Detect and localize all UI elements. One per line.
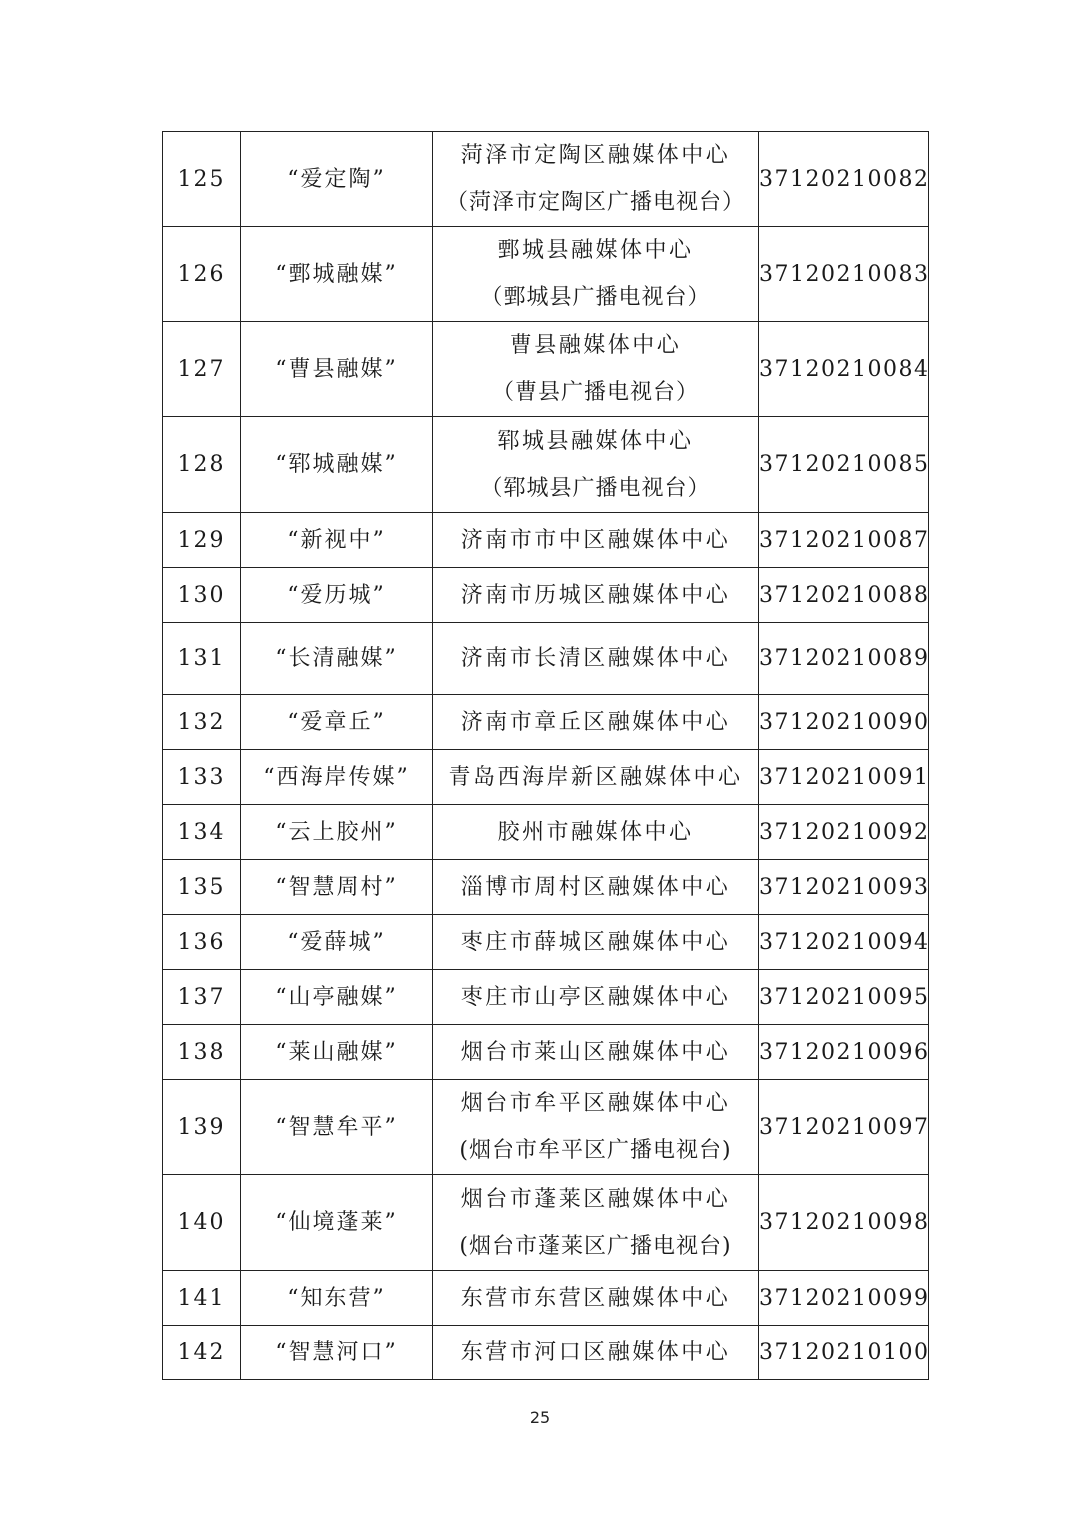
organization-name: 枣庄市山亭区融媒体中心 [460, 984, 731, 1010]
organization-name: 烟台市牟平区融媒体中心 [460, 1091, 731, 1116]
row-number-cell: 142 [163, 1326, 241, 1380]
table-row [163, 513, 929, 568]
organization-alias: （菏泽市定陶区广播电视台） [445, 190, 745, 215]
organization-cell [433, 227, 759, 322]
organization-name: 青岛西海岸新区融媒体中心 [448, 764, 743, 790]
registration-code-cell: 37120210095 [759, 970, 929, 1025]
organization-name: 胶州市融媒体中心 [497, 819, 694, 845]
app-name-cell: “爱章丘” [241, 695, 433, 750]
app-name-cell: “爱定陶” [241, 132, 433, 227]
row-number-cell: 139 [163, 1080, 241, 1175]
organization-alias: （鄄城县广播电视台） [480, 285, 711, 310]
organization-cell [433, 1025, 759, 1080]
organization-cell [433, 417, 759, 513]
registration-code-cell: 37120210085 [759, 417, 929, 513]
table-row [163, 805, 929, 860]
app-name-cell: “莱山融媒” [241, 1025, 433, 1080]
app-name-cell: “西海岸传媒” [241, 750, 433, 805]
organization-name: 曹县融媒体中心 [509, 333, 682, 358]
registration-code-cell: 37120210088 [759, 568, 929, 623]
registration-code-cell: 37120210094 [759, 915, 929, 970]
organization-cell [433, 915, 759, 970]
organization-cell [433, 1080, 759, 1175]
app-name-cell: “智慧河口” [241, 1326, 433, 1380]
app-name-cell: “曹县融媒” [241, 322, 433, 417]
app-name-cell: “郓城融媒” [241, 417, 433, 513]
organization-cell [433, 568, 759, 623]
table-row [163, 417, 929, 513]
table-row [163, 1025, 929, 1080]
table-row [163, 1175, 929, 1271]
organization-alias: (烟台市牟平区广播电视台) [459, 1138, 732, 1163]
row-number-cell: 138 [163, 1025, 241, 1080]
table-row [163, 1271, 929, 1326]
table-row [163, 915, 929, 970]
table-row [163, 227, 929, 322]
row-number-cell: 127 [163, 322, 241, 417]
registration-code-cell: 37120210099 [759, 1271, 929, 1326]
registry-table-body [163, 132, 929, 1380]
registration-code-cell: 37120210097 [759, 1080, 929, 1175]
organization-alias: (烟台市蓬莱区广播电视台) [459, 1233, 732, 1259]
organization-name: 东营市东营区融媒体中心 [460, 1285, 731, 1311]
table-row [163, 1326, 929, 1380]
app-name-cell: “新视中” [241, 513, 433, 568]
organization-cell [433, 970, 759, 1025]
table-row [163, 695, 929, 750]
row-number-cell: 141 [163, 1271, 241, 1326]
row-number-cell: 140 [163, 1175, 241, 1271]
organization-name: 济南市章丘区融媒体中心 [460, 709, 731, 735]
table-row [163, 1080, 929, 1175]
organization-cell [433, 805, 759, 860]
organization-name: 菏泽市定陶区融媒体中心 [460, 143, 731, 168]
registration-code-cell: 37120210098 [759, 1175, 929, 1271]
organization-cell [433, 623, 759, 695]
table-row [163, 568, 929, 623]
row-number-cell: 137 [163, 970, 241, 1025]
registration-code-cell: 37120210096 [759, 1025, 929, 1080]
row-number-cell: 132 [163, 695, 241, 750]
organization-cell [433, 750, 759, 805]
table-row [163, 750, 929, 805]
row-number-cell: 136 [163, 915, 241, 970]
registration-code-cell: 37120210091 [759, 750, 929, 805]
organization-name: 郓城县融媒体中心 [497, 428, 694, 454]
organization-name: 烟台市蓬莱区融媒体中心 [460, 1186, 731, 1212]
organization-name: 烟台市莱山区融媒体中心 [460, 1039, 731, 1065]
organization-name: 济南市长清区融媒体中心 [460, 646, 731, 671]
row-number-cell: 133 [163, 750, 241, 805]
table-row [163, 623, 929, 695]
organization-cell [433, 1326, 759, 1380]
organization-cell [433, 695, 759, 750]
app-name-cell: “爱历城” [241, 568, 433, 623]
table-row [163, 132, 929, 227]
row-number-cell: 135 [163, 860, 241, 915]
row-number-cell: 129 [163, 513, 241, 568]
organization-name: 济南市历城区融媒体中心 [460, 582, 731, 608]
organization-alias: （曹县广播电视台） [491, 380, 699, 405]
app-name-cell: “知东营” [241, 1271, 433, 1326]
organization-cell [433, 513, 759, 568]
registry-table [162, 131, 929, 1380]
registration-code-cell: 37120210087 [759, 513, 929, 568]
row-number-cell: 126 [163, 227, 241, 322]
app-name-cell: “云上胶州” [241, 805, 433, 860]
table-row [163, 860, 929, 915]
table-row [163, 322, 929, 417]
organization-name: 济南市市中区融媒体中心 [460, 527, 731, 553]
organization-alias: （郓城县广播电视台） [480, 475, 711, 501]
organization-name: 枣庄市薛城区融媒体中心 [460, 929, 731, 955]
app-name-cell: “爱薛城” [241, 915, 433, 970]
organization-cell [433, 860, 759, 915]
registration-code-cell: 37120210082 [759, 132, 929, 227]
registration-code-cell: 37120210093 [759, 860, 929, 915]
app-name-cell: “仙境蓬莱” [241, 1175, 433, 1271]
registration-code-cell: 37120210084 [759, 322, 929, 417]
row-number-cell: 131 [163, 623, 241, 695]
organization-cell [433, 1271, 759, 1326]
app-name-cell: “山亭融媒” [241, 970, 433, 1025]
page-number: 25 [529, 1408, 551, 1427]
app-name-cell: “长清融媒” [241, 623, 433, 695]
app-name-cell: “智慧周村” [241, 860, 433, 915]
organization-cell [433, 132, 759, 227]
registration-code-cell: 37120210089 [759, 623, 929, 695]
registration-code-cell: 37120210092 [759, 805, 929, 860]
organization-name: 东营市河口区融媒体中心 [460, 1340, 731, 1365]
row-number-cell: 134 [163, 805, 241, 860]
registration-code-cell: 37120210100 [759, 1326, 929, 1380]
organization-cell [433, 322, 759, 417]
registration-code-cell: 37120210083 [759, 227, 929, 322]
organization-cell [433, 1175, 759, 1271]
organization-name: 淄博市周村区融媒体中心 [460, 874, 731, 900]
app-name-cell: “鄄城融媒” [241, 227, 433, 322]
row-number-cell: 128 [163, 417, 241, 513]
table-row [163, 970, 929, 1025]
row-number-cell: 125 [163, 132, 241, 227]
organization-name: 鄄城县融媒体中心 [497, 238, 694, 263]
row-number-cell: 130 [163, 568, 241, 623]
app-name-cell: “智慧牟平” [241, 1080, 433, 1175]
registration-code-cell: 37120210090 [759, 695, 929, 750]
